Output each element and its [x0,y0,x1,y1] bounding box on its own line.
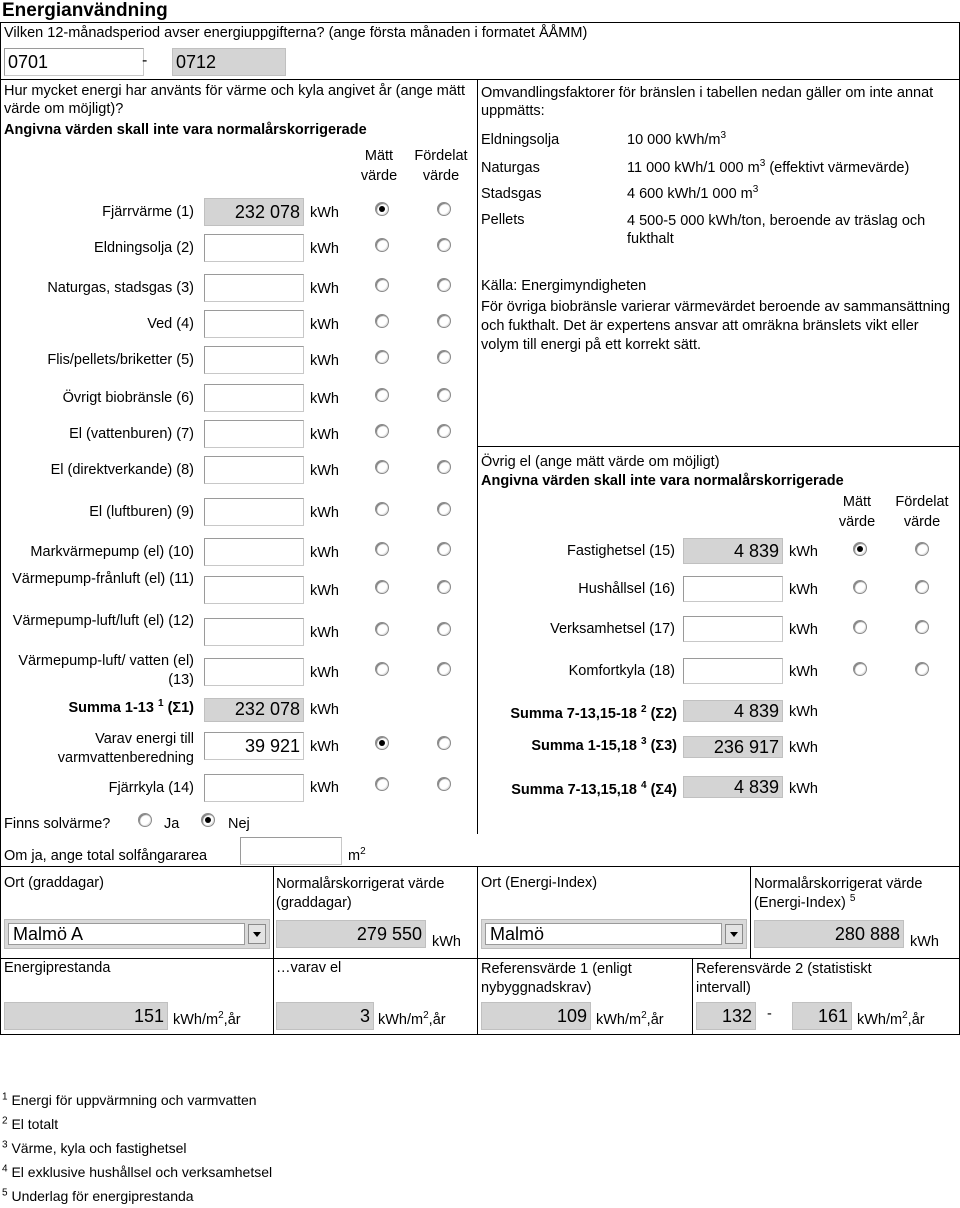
solar-yes-label: Ja [164,816,180,832]
other-el-col-distributed: Fördelat värde [895,494,949,530]
factors-intro: Omvandlingsfaktorer för bränslen i tabellen nedan gäller om inte annat uppmätts: [481,85,934,119]
other-el-row-label: Fastighetsel (15) [567,543,675,559]
footnote: $^3$ Värme, kyla och fastighetsel [2,1139,187,1156]
heat-row-unit: kWh [310,625,339,641]
heat-row-label: El (luftburen) (9) [89,504,194,520]
loc-select[interactable] [4,919,270,949]
measured-radio[interactable] [853,542,867,556]
distributed-radio[interactable] [437,238,451,252]
divider [477,446,960,447]
solar-question: Finns solvärme? [4,816,111,832]
heat-row-label: Eldningsolja (2) [94,240,194,256]
factor-value-1: 11 000 kWh/1 000 $m^3$ (effektivt värmevärde) [627,158,910,176]
heat-row-label: El (direktverkande) (8) [50,462,194,478]
cooling-distributed-radio[interactable] [437,777,451,791]
measured-radio[interactable] [375,388,389,402]
factors-source: Källa: Energimyndigheten [481,278,647,294]
other-el-row-unit: kWh [789,544,818,560]
measured-radio[interactable] [375,502,389,516]
sum-2-value: 4 839 [683,700,783,722]
measured-radio[interactable] [375,580,389,594]
heat-row-unit: kWh [310,583,339,599]
divider [0,79,960,80]
ref2-high: 161 [792,1002,852,1030]
sum-3-value: 236 917 [683,736,783,758]
sum-1-13-unit: kWh [310,702,339,718]
cooling-input[interactable] [204,774,304,802]
loc-select-value: Malmö A [8,923,245,945]
other-el-row-input[interactable] [683,616,783,642]
heat-row-label: Naturgas, stadsgas (3) [47,280,194,296]
heat-row-input[interactable] [204,538,304,566]
measured-radio[interactable] [375,350,389,364]
hot-water-label: Varav energi till varmvattenberedning [57,731,194,766]
divider [477,79,478,834]
footnote: $^1$ Energi för uppvärmning och varmvatten [2,1091,257,1108]
perf-el-unit: kWh/$m^2,år$ [378,1010,446,1028]
heat-row-unit: kWh [310,463,339,479]
sum-3-unit: kWh [789,740,818,756]
heat-row-label: Fjärrvärme (1) [102,204,194,220]
heat-row-label: Ved (4) [147,316,194,332]
heat-row-input[interactable] [204,420,304,448]
loc2-label: Ort (Energi-Index) [481,875,598,891]
heat-row-input[interactable] [204,234,304,262]
heat-row-unit: kWh [310,391,339,407]
cooling-measured-radio[interactable] [375,777,389,791]
other-el-row-unit: kWh [789,582,818,598]
distributed-radio[interactable] [437,424,451,438]
heat-row-input[interactable] [204,576,304,604]
heat-row-input[interactable] [204,498,304,526]
loc-label: Ort (graddagar) [4,875,104,891]
heat-row-label: Värmepump-luft/ vatten (el) (13) [18,653,194,688]
measured-radio[interactable] [375,622,389,636]
heat-row-label: El (vattenburen) (7) [69,426,194,442]
heat-warning: Angivna värden skall inte vara normalårskorrigerade [4,122,367,138]
sum-4-unit: kWh [789,781,818,797]
sum-1-13-value: 232 078 [204,698,304,722]
distributed-radio[interactable] [437,542,451,556]
distributed-radio[interactable] [437,580,451,594]
factors-note: För övriga biobränsle varierar värmevärdet beroende av sammansättning och fukthalt. Det är expertens ansvar att omräkna bränslets vikt eller volym till energi på ett korrekt sätt. [481,299,951,353]
footnotes [2,1088,272,1208]
sum-3-label: Summa 1-15,18 $^3$ (Σ3) [531,736,677,754]
ref1-value: 109 [481,1002,591,1030]
distributed-radio[interactable] [437,460,451,474]
heat-row-input[interactable] [204,658,304,686]
perf-unit: kWh/$m^2,år$ [173,1010,241,1028]
factor-value-0: 10 000 kWh/$m^3$ [627,130,727,148]
distributed-radio[interactable] [915,580,929,594]
distributed-radio[interactable] [437,388,451,402]
divider [477,866,478,1034]
sum-2-label: Summa 7-13,15-18 $^2$ (Σ2) [510,704,677,722]
heat-row-label: Flis/pellets/briketter (5) [47,352,194,368]
heat-row-unit: kWh [310,665,339,681]
heat-row-unit: kWh [310,241,339,257]
heat-row-label: Markvärmepump (el) (10) [30,544,194,560]
measured-radio[interactable] [375,662,389,676]
ref2-low: 132 [696,1002,756,1030]
divider [0,1034,960,1035]
footnote: $^5$ Underlag för energiprestanda [2,1187,194,1204]
distributed-radio[interactable] [437,202,451,216]
heat-row-input[interactable]: 232 078 [204,198,304,226]
hot-water-input[interactable]: 39 921 [204,732,304,760]
heat-row-unit: kWh [310,205,339,221]
factor-name-1: Naturgas [481,160,540,176]
norm-value: 279 550 [276,920,426,948]
solar-no-label: Nej [228,816,250,832]
perf-el-value: 3 [276,1002,374,1030]
heat-row-unit: kWh [310,281,339,297]
sum-1-13-label: Summa 1-13 $^1$ (Σ1) [68,698,194,716]
col-distributed-header: Fördelat värde [414,148,468,184]
cooling-label: Fjärrkyla (14) [108,780,194,796]
sum-4-label: Summa 7-13,15,18 $^4$ (Σ4) [511,780,677,798]
solar-area-label: Om ja, ange total solfångararea [4,848,208,864]
distributed-radio[interactable] [437,622,451,636]
sum-2-unit: kWh [789,704,818,720]
hot-water-unit: kWh [310,739,339,755]
ref2-unit: kWh/$m^2,år$ [857,1010,925,1028]
divider [273,866,274,958]
perf-label: Energiprestanda [4,960,111,976]
period-question: Vilken 12-månadsperiod avser energiuppgifterna? (ange första månaden i formatet ÅÅMM) [4,25,588,41]
heat-row-unit: kWh [310,317,339,333]
factor-value-2: 4 600 kWh/1 000 $m^3$ [627,184,759,202]
other-el-row-label: Komfortkyla (18) [568,663,675,679]
period-dash: - [142,52,148,69]
footnote: $^2$ El totalt [2,1115,59,1132]
measured-radio[interactable] [375,238,389,252]
measured-radio[interactable] [853,662,867,676]
hot-water-distributed-radio[interactable] [437,736,451,750]
ref1-label: Referensvärde 1 (enligt nybyggnadskrav) [481,961,632,996]
heat-row-input[interactable] [204,456,304,484]
measured-radio[interactable] [375,460,389,474]
heat-row-unit: kWh [310,427,339,443]
other-el-col-measured: Mätt värde [838,494,876,530]
other-el-row-input[interactable] [683,576,783,602]
heat-row-unit: kWh [310,353,339,369]
heat-row-unit: kWh [310,545,339,561]
measured-radio[interactable] [853,580,867,594]
distributed-radio[interactable] [437,502,451,516]
factor-name-2: Stadsgas [481,186,542,202]
perf-value: 151 [4,1002,168,1030]
other-el-row-unit: kWh [789,622,818,638]
period-start-input[interactable]: 0701 [4,48,144,76]
distributed-radio[interactable] [915,542,929,556]
norm2-value: 280 888 [754,920,904,948]
period-end-input[interactable]: 0712 [172,48,286,76]
other-el-row-input[interactable]: 4 839 [683,538,783,564]
distributed-radio[interactable] [437,350,451,364]
heat-row-label: Övrigt biobränsle (6) [62,390,194,406]
factor-value-3: 4 500-5 000 kWh/ton, beroende av träslag och fukthalt [627,213,926,247]
chevron-down-icon[interactable] [248,924,266,944]
other-el-row-label: Verksamhetsel (17) [550,621,675,637]
other-el-row-label: Hushållsel (16) [578,581,675,597]
measured-radio[interactable] [375,424,389,438]
ref1-unit: kWh/$m^2,år$ [596,1010,664,1028]
perf-el-label: …varav el [276,960,342,976]
divider [273,958,274,1034]
divider [750,866,751,958]
factor-name-0: Eldningsolja [481,132,560,148]
measured-radio[interactable] [853,620,867,634]
other-el-question: Övrig el (ange mätt värde om möjligt) [481,454,720,470]
heat-question: Hur mycket energi har använts för värme och kyla angivet år (ange mätt värde om möjligt)? [4,83,465,117]
divider [692,958,693,1034]
loc2-select[interactable] [481,919,747,949]
distributed-radio[interactable] [437,314,451,328]
heat-row-input[interactable] [204,384,304,412]
solar-no-radio[interactable] [201,813,215,827]
hot-water-measured-radio[interactable] [375,736,389,750]
heat-row-unit: kWh [310,505,339,521]
page-title: Energianvändning [2,0,168,21]
ref2-dash: - [767,1006,772,1022]
heat-row-label: Värmepump-luft/luft (el) (12) [12,613,194,629]
divider [0,22,960,23]
other-el-row-unit: kWh [789,664,818,680]
sum-4-value: 4 839 [683,776,783,798]
factor-name-3: Pellets [481,212,525,228]
distributed-radio[interactable] [437,662,451,676]
distributed-radio[interactable] [437,278,451,292]
norm-unit: kWh [432,934,461,950]
norm2-label: Normalårskorrigerat värde (Energi-Index) $^5$ [754,876,923,911]
heat-row-input[interactable] [204,310,304,338]
footnote: $^4$ El exklusive hushållsel och verksamhetsel [2,1163,273,1180]
measured-radio[interactable] [375,278,389,292]
solar-area-input[interactable] [240,837,342,865]
chevron-down-icon[interactable] [725,924,743,944]
other-el-warning: Angivna värden skall inte vara normalårskorrigerade [481,473,844,489]
cooling-unit: kWh [310,780,339,796]
heat-row-input[interactable] [204,346,304,374]
norm2-unit: kWh [910,934,939,950]
measured-radio[interactable] [375,314,389,328]
loc2-select-value: Malmö [485,923,722,945]
distributed-radio[interactable] [915,620,929,634]
measured-radio[interactable] [375,202,389,216]
ref2-label: Referensvärde 2 (statistiskt intervall) [696,961,872,996]
heat-row-input[interactable] [204,618,304,646]
solar-area-unit: $m^2$ [348,846,366,864]
other-el-row-input[interactable] [683,658,783,684]
heat-row-input[interactable] [204,274,304,302]
heat-row-label: Värmepump-frånluft (el) (11) [12,571,194,587]
norm-label: Normalårskorrigerat värde (graddagar) [276,876,445,911]
divider [0,958,960,959]
divider [0,866,960,867]
distributed-radio[interactable] [915,662,929,676]
col-measured-header: Mätt värde [360,148,398,184]
measured-radio[interactable] [375,542,389,556]
divider [0,22,1,1034]
solar-yes-radio[interactable] [138,813,152,827]
